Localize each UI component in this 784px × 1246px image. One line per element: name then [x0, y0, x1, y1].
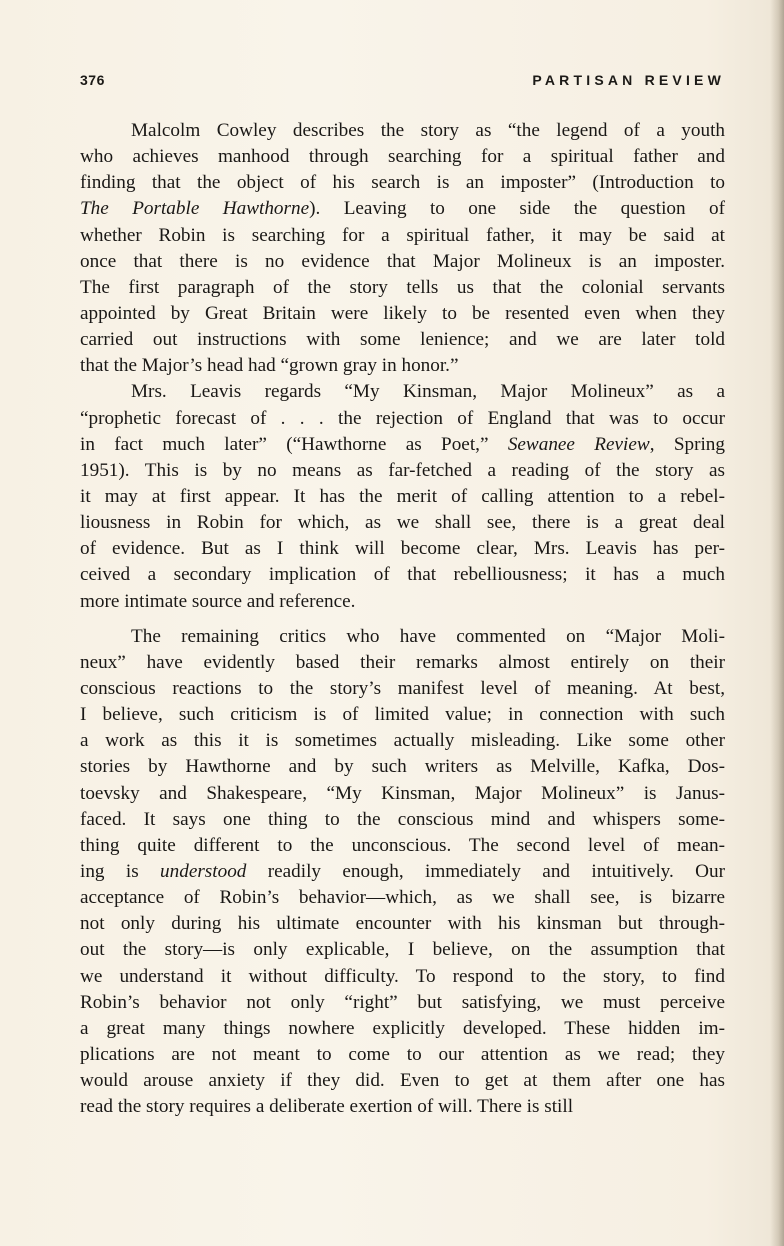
text-line: appointed by Great Britain were likely to be resented even when they: [80, 302, 725, 324]
running-head: [80, 72, 725, 94]
text-line: whether Robin is searching for a spiritual father, it may be said at: [80, 224, 725, 246]
text-line: The first paragraph of the story tells us that the colonial servants: [80, 276, 725, 298]
text-line: Robin’s behavior not only “right” but satisfying, we must perceive: [80, 991, 725, 1013]
text-line: “prophetic forecast of . . . the rejection of England that was to occur: [80, 407, 725, 429]
text-line: we understand it without difficulty. To respond to the story, to find: [80, 965, 725, 987]
text-line: ing is understood readily enough, immediately and intuitively. Our: [80, 860, 725, 882]
text-line: neux” have evidently based their remarks almost entirely on their: [80, 651, 725, 673]
text-line: of evidence. But as I think will become clear, Mrs. Leavis has per-: [80, 538, 725, 560]
text-line: would arouse anxiety if they did. Even to get at them after one has: [80, 1070, 725, 1092]
body-text: [80, 118, 725, 1120]
text-line: finding that the object of his search is an imposter” (Introduction to: [80, 172, 725, 194]
text-line: who achieves manhood through searching for a spiritual father and: [80, 146, 725, 168]
paragraph-2: [80, 379, 725, 614]
text-line: a work as this it is sometimes actually misleading. Like some other: [80, 730, 725, 752]
text-line: plications are not meant to come to our attention as we read; they: [80, 1043, 725, 1065]
text-line: Mrs. Leavis regards “My Kinsman, Major Molineux” as a: [131, 381, 725, 403]
text-line: carried out instructions with some lenience; and we are later told: [80, 329, 725, 351]
text-line: more intimate source and reference.: [80, 590, 356, 612]
text-line: in fact much later” (“Hawthorne as Poet,” Sewanee Review, Spring: [80, 433, 725, 455]
text-line: stories by Hawthorne and by such writers as Melville, Kafka, Dos-: [80, 756, 725, 778]
text-line: The remaining critics who have commented on “Major Moli-: [131, 625, 725, 647]
text-line: toevsky and Shakespeare, “My Kinsman, Major Molineux” is Janus-: [80, 782, 725, 804]
page-number: 376: [80, 72, 105, 88]
text-line: liousness in Robin for which, as we shall see, there is a great deal: [80, 512, 725, 534]
text-line: it may at first appear. It has the merit of calling attention to a rebel-: [80, 485, 725, 507]
journal-title: PARTISAN REVIEW: [532, 72, 725, 88]
text-line: Malcolm Cowley describes the story as “the legend of a youth: [131, 120, 725, 141]
text-line: that the Major’s head had “grown gray in honor.”: [80, 355, 459, 377]
paragraph-3: [80, 624, 725, 1121]
text-line: acceptance of Robin’s behavior—which, as we shall see, is bizarre: [80, 887, 725, 909]
text-line: conscious reactions to the story’s manifest level of meaning. At best,: [80, 677, 725, 699]
text-line: I believe, such criticism is of limited value; in connection with such: [80, 704, 725, 726]
text-line: read the story requires a deliberate exertion of will. There is still: [80, 1096, 574, 1118]
paragraph-1: [80, 118, 725, 379]
text-line: not only during his ultimate encounter with his kinsman but through-: [80, 913, 725, 935]
text-line: once that there is no evidence that Major Molineux is an imposter.: [80, 250, 725, 272]
text-line: faced. It says one thing to the conscious mind and whispers some-: [80, 808, 725, 830]
page-edge-shadow: [770, 0, 784, 1246]
text-line: 1951). This is by no means as far-fetched a reading of the story as: [80, 459, 725, 481]
text-line: out the story—is only explicable, I believe, on the assumption that: [80, 939, 725, 961]
text-line: ceived a secondary implication of that rebelliousness; it has a much: [80, 564, 725, 586]
text-line: a great many things nowhere explicitly developed. These hidden im-: [80, 1017, 725, 1039]
text-line: thing quite different to the unconscious. The second level of mean-: [80, 834, 725, 856]
text-line: The Portable Hawthorne). Leaving to one side the question of: [80, 198, 725, 220]
